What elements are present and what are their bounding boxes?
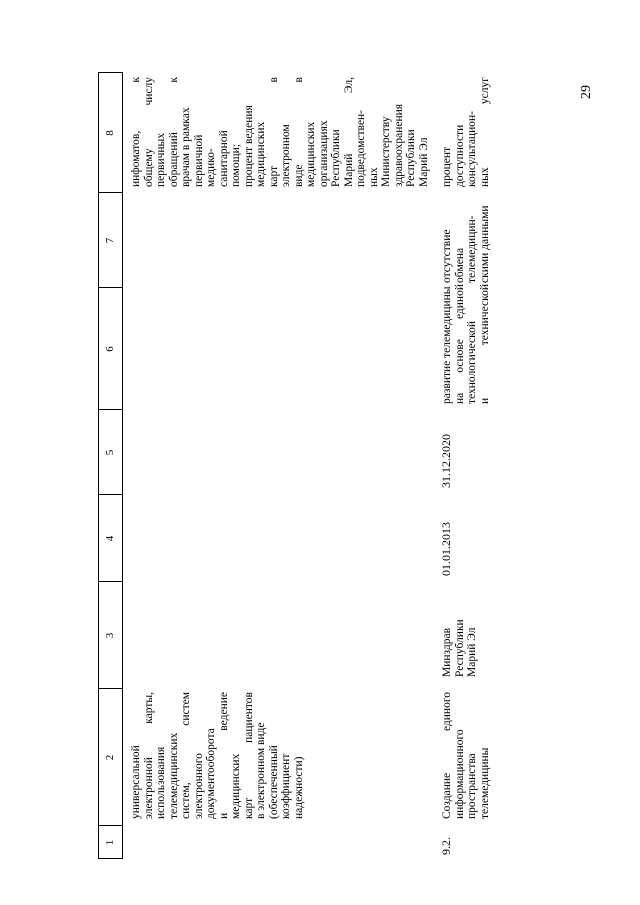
text-line: врачам в рамках [180, 107, 192, 187]
text-line: информационного [453, 729, 466, 819]
row-executor-text [441, 597, 481, 677]
text-line [143, 77, 156, 187]
text-line [479, 284, 492, 404]
text-line: доступности [453, 124, 466, 187]
column-header-2: 2 [104, 754, 116, 761]
table-top-border [98, 72, 99, 859]
text-line: первичной [192, 134, 205, 187]
text-word: технической [478, 284, 491, 346]
column-header-6: 6 [104, 346, 116, 352]
text-line [293, 77, 306, 187]
text-word: на [453, 392, 466, 404]
text-line: отсутствие [441, 229, 453, 283]
row-end-date: 31.12.2020 [439, 434, 453, 488]
column-header-3: 3 [104, 632, 116, 639]
program-table [98, 72, 528, 859]
text-word: к [130, 77, 142, 83]
text-line [343, 77, 356, 187]
text-line: Минздрав [441, 627, 453, 677]
text-line: подведомствен- [355, 110, 367, 187]
text-line: консультацион- [466, 111, 478, 187]
text-line: Марий Эл [417, 137, 430, 187]
text-line: санитарной [217, 130, 230, 187]
text-word: Создание [441, 772, 453, 819]
text-line [218, 692, 231, 819]
continuation-col8-text [130, 77, 435, 187]
text-line: телемедицинских [167, 732, 180, 819]
text-line [243, 692, 256, 819]
text-line: Республики [453, 619, 466, 677]
column-header-5: 5 [104, 449, 116, 456]
text-line: медицинских [255, 121, 267, 187]
text-line: здравоохранения [392, 103, 405, 187]
column-header-4: 4 [104, 535, 116, 542]
text-line [143, 692, 156, 819]
text-line: электронного [192, 753, 205, 819]
header-bottom-border [122, 72, 123, 859]
text-line [168, 77, 181, 187]
text-line: телемедицины [478, 747, 491, 819]
text-line [479, 77, 492, 187]
text-line [130, 77, 143, 187]
row-result-text [441, 284, 495, 404]
text-line: процент ведения [242, 105, 255, 187]
text-word: обращений [167, 132, 180, 187]
text-word: карты, [142, 692, 155, 724]
text-line: телемедицин- [466, 215, 478, 283]
text-line: документооборота [205, 728, 217, 819]
column-header-7: 7 [104, 237, 116, 244]
rotated-table-region [98, 72, 528, 859]
text-line [268, 77, 281, 187]
row-number: 9.2. [439, 837, 453, 855]
text-word: и [478, 397, 491, 404]
text-line: использования [155, 746, 167, 819]
text-line: в электронном виде [255, 722, 267, 819]
text-word: карт [242, 797, 255, 819]
page-number: 29 [579, 85, 594, 99]
row-title-text [441, 692, 495, 819]
text-line: ных [367, 167, 380, 187]
row-consequence-text [441, 195, 495, 283]
text-word: пациентов [242, 692, 255, 743]
text-line [441, 692, 454, 819]
text-line: Республики [405, 129, 417, 187]
text-word: единой [453, 284, 466, 320]
text-line: универсальной [130, 745, 142, 819]
text-line: процент [441, 146, 453, 187]
text-line [454, 284, 467, 404]
text-line: организациях [317, 120, 330, 187]
text-line: медико- [205, 148, 217, 187]
text-word: единого [441, 692, 453, 732]
text-word: электронной [142, 757, 155, 819]
text-word: в [267, 77, 280, 83]
text-line: электронном [280, 124, 292, 187]
text-word: карт [267, 165, 280, 187]
text-line: надежности) [292, 756, 305, 819]
text-line: обмена [453, 247, 466, 283]
column-header-1: 1 [104, 839, 116, 846]
text-word: виде [292, 164, 305, 187]
text-line: первичных [155, 132, 167, 187]
text-line: Марий Эл [466, 627, 478, 677]
text-word: к [167, 77, 180, 83]
text-word: основе [453, 339, 466, 373]
text-line: (обеспеченный [267, 745, 280, 819]
text-word: общему [142, 148, 155, 187]
text-line: медицинских [230, 753, 242, 819]
text-line: технологической [466, 320, 478, 404]
text-word: услуг [478, 77, 491, 105]
continuation-col2-text [130, 692, 310, 819]
text-word: ведение [217, 692, 230, 731]
text-line [180, 692, 193, 819]
text-word: систем [180, 692, 192, 726]
text-word: Марий [342, 153, 355, 187]
text-line: Министерству [380, 116, 392, 187]
text-word: и [217, 812, 230, 819]
row-start-date: 01.01.2013 [439, 522, 453, 576]
text-line: развитие телемедицины [441, 286, 453, 404]
text-word: числу [142, 77, 155, 106]
text-line: Республики [330, 129, 342, 187]
text-word: инфоматов, [130, 130, 142, 187]
text-word: систем, [180, 782, 192, 819]
text-word: Эл, [342, 77, 355, 94]
text-line: коэффициент [280, 753, 292, 819]
row-indicator-text [441, 77, 495, 187]
text-line: медицинских [305, 121, 317, 187]
text-word: ных [478, 167, 491, 187]
text-line: помощи; [230, 144, 242, 187]
text-word: в [292, 77, 305, 83]
text-line: пространства [466, 753, 478, 819]
column-header-8: 8 [104, 130, 116, 136]
text-line: скими данными [478, 205, 491, 283]
